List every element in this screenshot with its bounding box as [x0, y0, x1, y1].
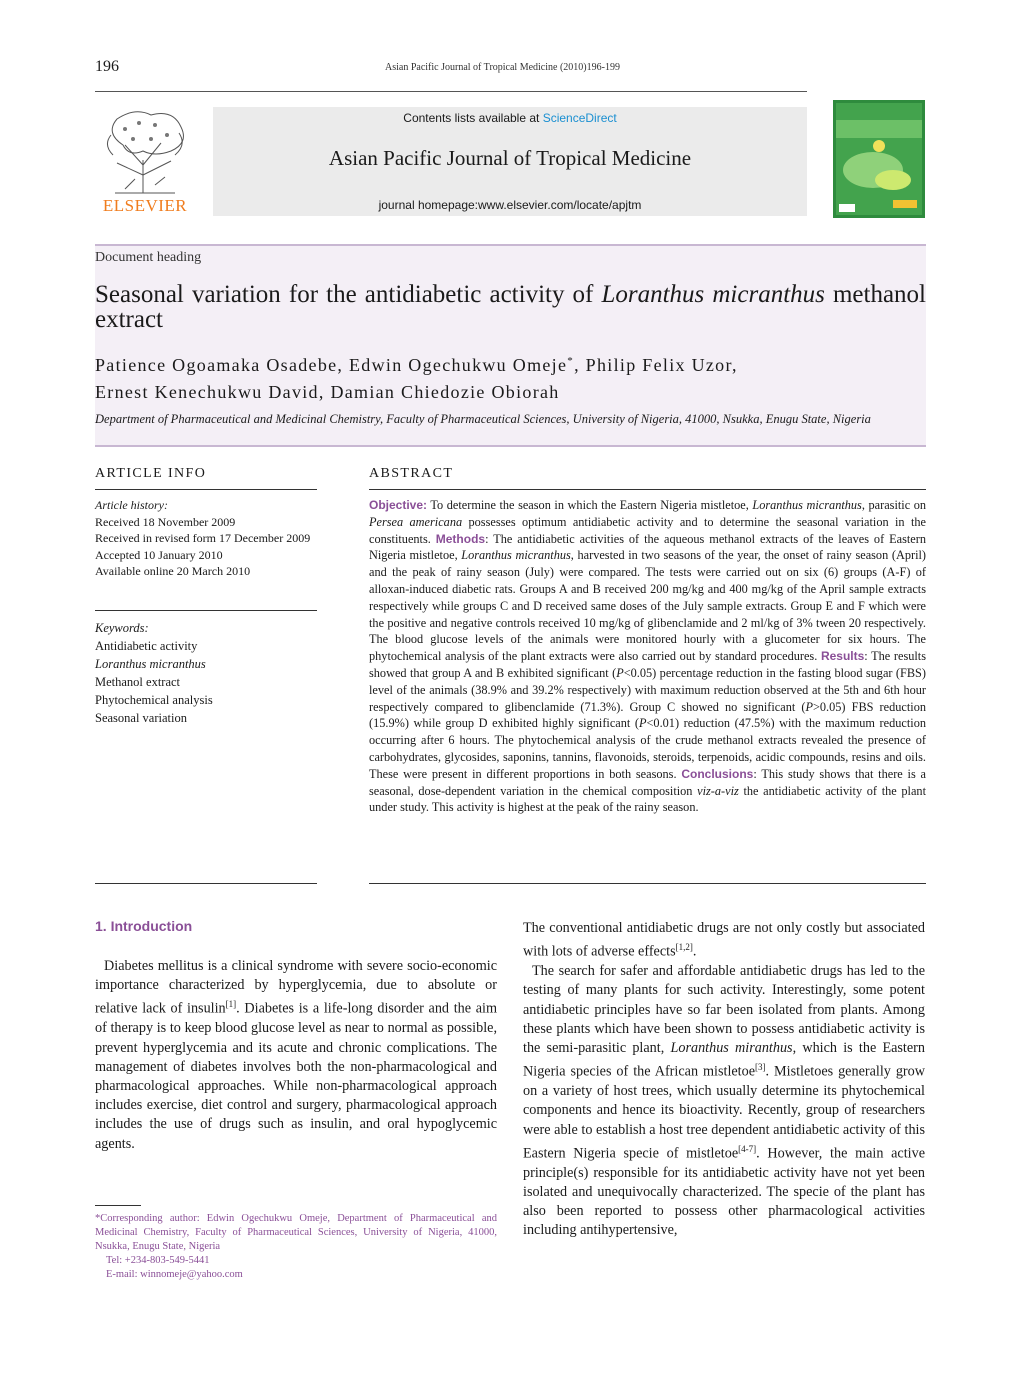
citation-ref[interactable]: [1,2] [675, 942, 693, 953]
title-part-2: methanol extract [95, 281, 926, 333]
abstract-heading: ABSTRACT [369, 466, 454, 481]
title-part-1: Seasonal variation for the antidiabetic activity of [95, 281, 602, 308]
species-name: Loranthus miranthus [670, 1039, 793, 1056]
paragraph [95, 957, 497, 1154]
page-number: 196 [95, 58, 119, 75]
corresponding-star: * [567, 355, 575, 367]
title-band-top-rule [95, 244, 926, 246]
objective-text: To determine the season in which the Eastern Nigeria mistletoe, [427, 498, 753, 512]
article-history [95, 497, 317, 580]
objective-text: possesses optimum antidiabetic activity and to determine the seasonal variation in the constituents. [369, 514, 926, 546]
methods-label: Methods [435, 531, 486, 546]
article-info-rule [95, 489, 317, 490]
history-item: Accepted 10 January 2010 [95, 547, 223, 562]
results-text: : The results showed that group A and B exhibited significant ( [369, 649, 926, 680]
paragraph [523, 962, 925, 1240]
keywords-label: Keywords: [95, 621, 149, 635]
paragraph-text: . [692, 943, 697, 960]
results-text: <0.05) percentage reduction in the fasting blood sugar (FBS) level of the animals (38.9% and 39.2% respectively) with maximum reduction observed at the 5th and 6th hour respectively compared to glibenclamide (71.3%). Group C showed no significant ( [369, 665, 926, 714]
citation-ref[interactable]: [3] [755, 1062, 766, 1073]
abstract-text [369, 497, 926, 816]
article-title [95, 282, 926, 332]
p-value-symbol: P [638, 716, 647, 731]
contents-prefix: Contents lists available at [403, 111, 543, 125]
citation-ref[interactable]: [4-7] [738, 1143, 757, 1154]
history-item: Available online 20 March 2010 [95, 564, 251, 578]
affiliation: Department of Pharmaceutical and Medicinal Chemistry, Faculty of Pharmaceutical Sciences, University of Nigeria, 41000, Nsukka, Enugu State, Nigeria [95, 412, 871, 426]
objective-text: , parasitic on [861, 498, 927, 512]
paragraph [523, 919, 925, 962]
journal-cover-image [833, 100, 925, 218]
p-value-symbol: P [616, 665, 624, 680]
results-text: <0.01) reduction (47.5%) with the maximum reduction occurring after 6 hours. The phytochemical analysis of the crude methanol extracts revealed the presence of carbohydrates, glycosides, saponins, tannins, flavonoids, steroids, terpenoids, acidic compounds, resins and oils. These were present in different proportions in both seasons. [369, 716, 926, 781]
corresponding-author-footnote [95, 1212, 497, 1282]
paragraph-text: . Mistletoes generally grow on a variety of host trees, which usually determine its phytochemical components and hence its bioactivity. Recently, group of researchers were able to establish a host tree dependent antidiabetic activity of this Eastern Nigeria specie of mistletoe [523, 1063, 925, 1162]
contents-line [213, 111, 807, 125]
footnote-tel: Tel: +234-803-549-5441 [106, 1255, 210, 1266]
results-label: Results [820, 649, 865, 664]
abstract-bottom-rule [369, 883, 926, 884]
author-list [95, 348, 926, 406]
body-column-left [95, 957, 497, 1154]
introduction-heading: 1. Introduction [95, 918, 193, 934]
conclusions-text: : This study shows that there is a seasonal, dose-dependent variation in the chemical composition [369, 766, 927, 798]
footnote-rule [95, 1205, 141, 1206]
keyword-item: Loranthus micranthus [95, 657, 206, 671]
keyword-item: Seasonal variation [95, 711, 187, 725]
paragraph-text: Diabetes mellitus is a clinical syndrome with severe socio-economic importance characterized by hyperglycemia, due to absolute or relative lack of insulin [95, 958, 497, 1018]
journal-homepage[interactable]: journal homepage:www.elsevier.com/locate/apjtm [378, 198, 642, 212]
keyword-item: Antidiabetic activity [95, 639, 198, 653]
header-rule [95, 91, 807, 92]
authors-line-1-end: , Philip Felix Uzor, [574, 355, 738, 375]
running-head: Asian Pacific Journal of Tropical Medicine (2010)196-199 [385, 62, 620, 73]
elsevier-wordmark: ELSEVIER [102, 196, 188, 215]
paragraph-text: . Diabetes is a life-long disorder and the aim of therapy is to keep blood glucose level as near to normal as possible, prevent hyperglycemia and its acute and chronic complications. The management of diabetes involves both the non-pharmacological and pharmacological approaches. While non-pharmacological approach includes exercise, diet control and surgery, pharmacological approach includes the use of drugs such as insulin, and oral hypoglycemic agents. [95, 1001, 497, 1152]
title-band-bottom-rule [95, 445, 926, 447]
title-species: Loranthus micranthus [601, 281, 825, 308]
methods-text: , harvested in two seasons of the year, the onset of rainy season (April) and the peak of rainy season (July) were compared. The tests were carried out on six (6) groups (A-F) of alloxan-induced diabetic rats. Groups A and B received 200 mg/kg and 400 mg/kg of the April sample extracts respectively while groups C and D received same doses of the July sample extracts. Group E and F which were the positive and negative controls received 10 mg/kg of glibenclamide and 2 ml/kg of 3% tween 20 respectively. The blood glucose levels of the animals were monitored hourly with a glucometer for six hours. The phytochemical analysis of the plant extracts were also carried out by standard procedures. [369, 548, 926, 664]
objective-host: Persea americana [369, 514, 463, 529]
conclusions-label: Conclusions [681, 766, 754, 781]
paragraph-text: The conventional antidiabetic drugs are not only costly but associated with lots of adverse effects [523, 920, 925, 960]
paragraph-text: , which is the Eastern Nigeria species of the African mistletoe [523, 1039, 925, 1080]
keyword-item: Phytochemical analysis [95, 693, 213, 707]
document-type: Document heading [95, 250, 202, 265]
conclusions-text: the antidiabetic activity of the plant under study. This activity is highest at the peak of the rainy season. [369, 783, 926, 815]
keywords-rule [95, 610, 317, 611]
article-info-bottom-rule [95, 883, 317, 884]
sciencedirect-link[interactable]: ScienceDirect [542, 111, 617, 125]
citation-ref[interactable]: [1] [225, 999, 237, 1010]
history-label: Article history: [95, 498, 168, 512]
keyword-item: Methanol extract [95, 675, 181, 689]
methods-species: Loranthus micranthus [461, 548, 571, 563]
body-column-right [523, 919, 925, 1240]
p-value-symbol: P [805, 699, 813, 714]
journal-title: Asian Pacific Journal of Tropical Medicine [328, 146, 692, 170]
history-item: Received in revised form 17 December 2009 [95, 531, 311, 545]
results-text: >0.05) FBS reduction (15.9%) while group D exhibited highly significant ( [369, 699, 926, 731]
keywords-block [95, 619, 317, 727]
objective-species: Loranthus micranthus [752, 498, 862, 512]
conclusions-italic: viz-a-viz [697, 783, 739, 798]
methods-text: : The antidiabetic activities of the aqueous methanol extracts of the leaves of Eastern Nigeria mistletoe, [369, 531, 926, 563]
abstract-rule [369, 489, 926, 490]
paragraph-text: The search for safer and affordable antidiabetic drugs has led to the testing of many plants for such activity. Interestingly, some potent antidiabetic principles have so far been isolated from plants. Among these plants which have been shown to possess antidiabetic activity is the semi-parasitic plant, [523, 963, 925, 1056]
authors-line-2: Ernest Kenechukwu David, Damian Chiedozie Obiorah [95, 382, 560, 402]
authors-line-1: Patience Ogoamaka Osadebe, Edwin Ogechukwu Omeje [95, 355, 568, 375]
article-info-heading: ARTICLE INFO [95, 466, 207, 481]
footnote-email[interactable]: E-mail: winnomeje@yahoo.com [106, 1269, 243, 1280]
paragraph-text: . However, the main active principle(s) responsible for its antidiabetic activity have not yet been isolated and unequivocally characterized. The specie of the plant has also been reported to possess other pharmacological activities including antihypertensive, [523, 1145, 925, 1239]
footnote-address: *Corresponding author: Edwin Ogechukwu Omeje, Department of Pharmaceutical and Medicinal Chemistry, Faculty of Pharmaceutical Sciences, University of Nigeria, 41000, Nsukka, Enugu State, Nigeria [95, 1213, 497, 1252]
history-item: Received 18 November 2009 [95, 514, 236, 529]
objective-label: Objective: [369, 498, 428, 512]
